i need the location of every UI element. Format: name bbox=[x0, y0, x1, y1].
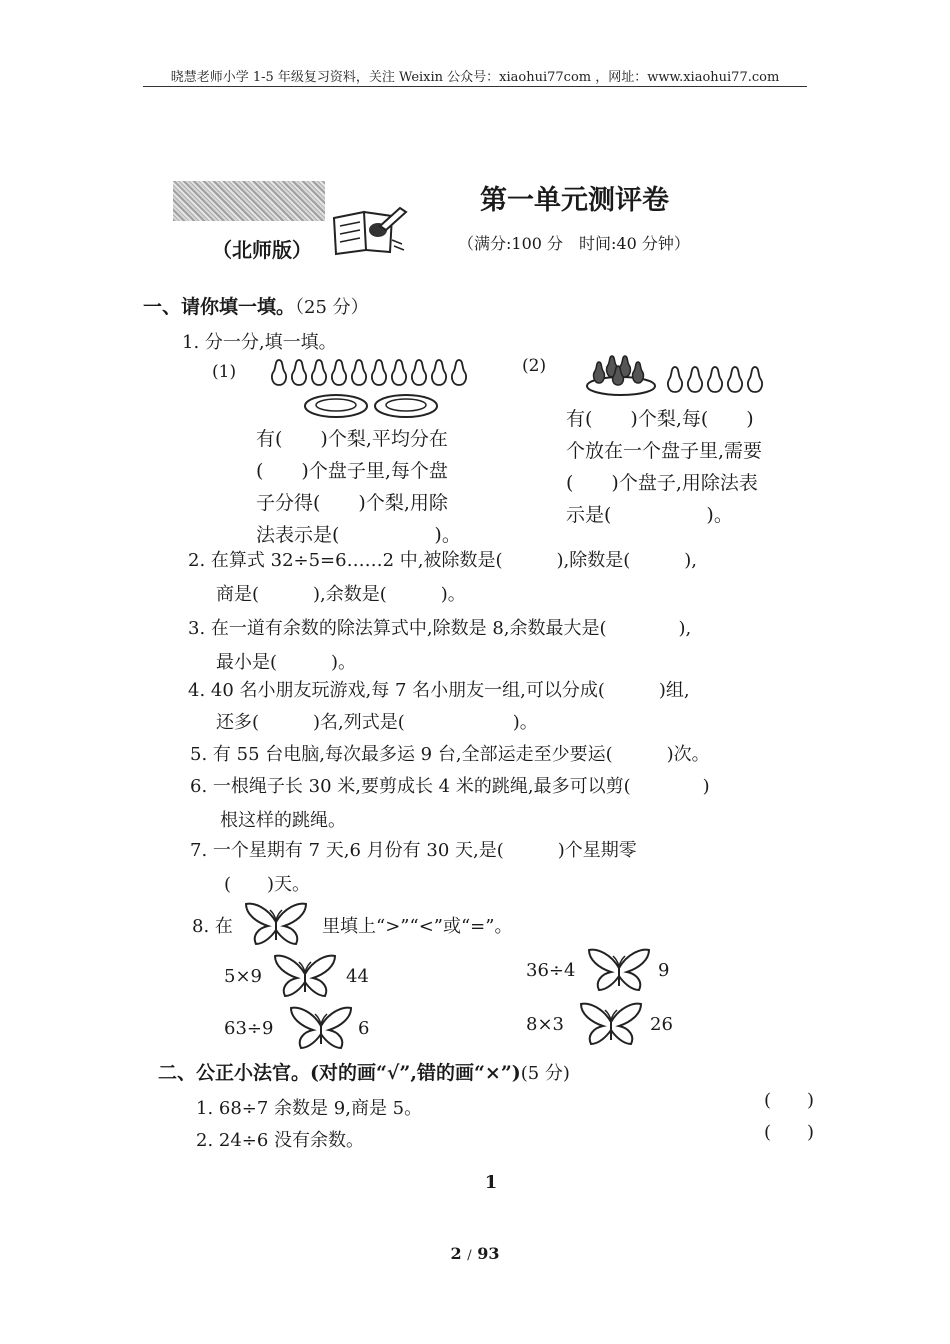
q8-prefix: 8. 在 bbox=[192, 916, 233, 937]
section1-title bbox=[143, 292, 369, 319]
q1-part1-line4: 法表示是( )。 bbox=[256, 524, 461, 546]
s2-item1-answer[interactable]: ( ) bbox=[764, 1090, 815, 1111]
butterfly-blank-4[interactable] bbox=[578, 1000, 644, 1046]
q1-part1-line3: 子分得( )个梨,用除 bbox=[256, 492, 448, 514]
q8-suffix: 里填上“>”“<”或“=”。 bbox=[322, 916, 513, 937]
q1-part1-label: (1) bbox=[212, 362, 237, 382]
section1-score: （25 分） bbox=[295, 297, 369, 318]
edition-label: （北师版） bbox=[212, 238, 312, 262]
q2-line2: 商是( ),余数是( )。 bbox=[216, 584, 466, 605]
s2-item1-text: 1. 68÷7 余数是 9,商是 5。 bbox=[196, 1098, 423, 1119]
plates-icon bbox=[302, 392, 442, 422]
q8-item4-right: 26 bbox=[650, 1014, 673, 1035]
exam-subtitle: （满分:100 分 时间:40 分钟） bbox=[458, 234, 690, 253]
q5-line1: 5. 有 55 台电脑,每次最多运 9 台,全部运走至少要运( )次。 bbox=[190, 744, 710, 765]
q6-line1: 6. 一根绳子长 30 米,要剪成长 4 米的跳绳,最多可以剪( ) bbox=[190, 776, 710, 797]
q4-line1: 4. 40 名小朋友玩游戏,每 7 名小朋友一组,可以分成( )组, bbox=[188, 680, 690, 701]
q7-line2: ( )天。 bbox=[224, 874, 311, 895]
q2-line1: 2. 在算式 32÷5=6……2 中,被除数是( ),除数是( ), bbox=[188, 550, 698, 571]
butterfly-icon bbox=[243, 900, 309, 946]
q6-line2: 根这样的跳绳。 bbox=[220, 810, 346, 831]
section1-heading: 一、请你填一填。 bbox=[143, 296, 296, 318]
page-current: 2 bbox=[450, 1244, 462, 1263]
q3-line2: 最小是( )。 bbox=[216, 652, 357, 673]
q8-item3-right: 6 bbox=[358, 1018, 370, 1039]
q7-line1: 7. 一个星期有 7 天,6 月份有 30 天,是( )个星期零 bbox=[190, 840, 637, 861]
q1-part2-line3: ( )个盘子,用除法表 bbox=[566, 472, 758, 494]
q1-part2-line2: 个放在一个盘子里,需要 bbox=[566, 440, 763, 462]
page-total: 93 bbox=[477, 1244, 500, 1263]
q8-item2-right: 9 bbox=[658, 960, 670, 981]
pears-row-icon bbox=[270, 358, 480, 388]
page-title: 第一单元测评卷 bbox=[480, 185, 669, 216]
q1-part2-line1: 有( )个梨,每( ) bbox=[566, 408, 754, 430]
section2-instruction: (对的画“√”,错的画“×”) bbox=[310, 1062, 521, 1084]
book-pencil-icon bbox=[328, 204, 410, 256]
s2-item2-text: 2. 24÷6 没有余数。 bbox=[196, 1130, 365, 1151]
q8-item4-left: 8×3 bbox=[526, 1014, 564, 1035]
q1-part2-label: (2) bbox=[522, 356, 547, 376]
page-separator: / bbox=[467, 1248, 472, 1263]
q1-part1-line2: ( )个盘子里,每个盘 bbox=[256, 460, 448, 482]
s2-item2-answer[interactable]: ( ) bbox=[764, 1122, 815, 1143]
q1-part1-line1: 有( )个梨,平均分在 bbox=[256, 428, 448, 450]
q1-stem: 1. 分一分,填一填。 bbox=[182, 332, 337, 353]
butterfly-blank-1[interactable] bbox=[272, 952, 338, 998]
pears-on-plate-icon bbox=[585, 350, 780, 398]
page-counter bbox=[0, 1244, 950, 1263]
q8-item1-right: 44 bbox=[346, 966, 369, 987]
banner-stamp bbox=[173, 181, 325, 221]
section2-heading: 二、公正小法官。 bbox=[158, 1062, 311, 1084]
q8-item2-left: 36÷4 bbox=[526, 960, 576, 981]
butterfly-blank-2[interactable] bbox=[586, 946, 652, 992]
butterfly-blank-3[interactable] bbox=[288, 1004, 354, 1050]
header-divider bbox=[143, 86, 807, 87]
q4-line2: 还多( )名,列式是( )。 bbox=[216, 712, 538, 733]
section2-score: (5 分) bbox=[520, 1063, 570, 1084]
q3-line1: 3. 在一道有余数的除法算式中,除数是 8,余数最大是( ), bbox=[188, 618, 692, 639]
page-number: 1 bbox=[484, 1172, 498, 1193]
section2-title bbox=[158, 1058, 570, 1085]
q8-item3-left: 63÷9 bbox=[224, 1018, 274, 1039]
site-header: 晓慧老师小学 1-5 年级复习资料，关注 Weixin 公众号：xiaohui77com ，网址：www.xiaohui77.com bbox=[170, 70, 780, 85]
q8-item1-left: 5×9 bbox=[224, 966, 262, 987]
q1-part2-line4: 示是( )。 bbox=[566, 504, 733, 526]
